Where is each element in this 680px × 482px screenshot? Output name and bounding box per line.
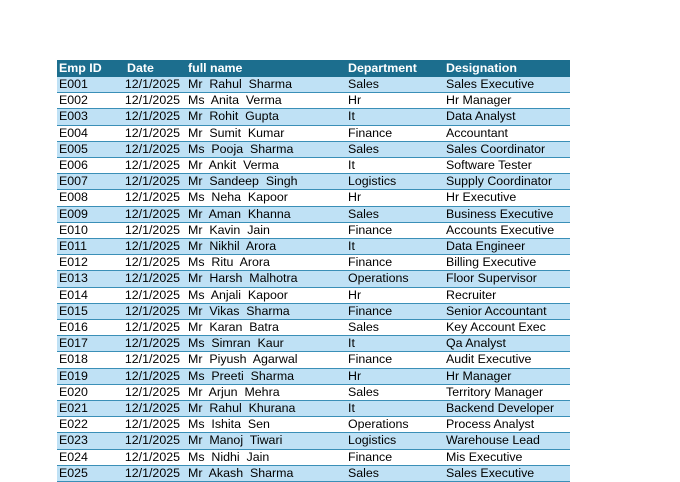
cell-date: 12/1/2025 <box>124 401 180 416</box>
table-row <box>57 239 570 255</box>
cell-designation: Key Account Exec <box>446 320 546 335</box>
cell-department: Operations <box>348 271 409 286</box>
cell-emp-id: E016 <box>59 320 88 335</box>
cell-department: It <box>348 158 355 173</box>
cell-date: 12/1/2025 <box>124 465 180 480</box>
cell-full-name: Ms Simran Kaur <box>188 336 284 351</box>
cell-date: 12/1/2025 <box>124 93 180 108</box>
table-row <box>57 433 570 449</box>
cell-full-name: Mr Rohit Gupta <box>188 109 279 124</box>
cell-date: 12/1/2025 <box>124 368 180 383</box>
cell-emp-id: E007 <box>59 174 88 189</box>
cell-designation: Data Analyst <box>446 109 516 124</box>
cell-full-name: Mr Sandeep Singh <box>188 174 298 189</box>
cell-full-name: Mr Kavin Jain <box>188 222 270 237</box>
cell-designation: Territory Manager <box>446 384 544 399</box>
table-row <box>57 336 570 352</box>
cell-designation: Warehouse Lead <box>446 433 540 448</box>
cell-designation: Mis Executive <box>446 449 523 464</box>
table-row <box>57 303 570 319</box>
cell-emp-id: E021 <box>59 401 88 416</box>
cell-designation: Software Tester <box>446 158 532 173</box>
table-row <box>57 174 570 190</box>
employee-table <box>57 60 570 482</box>
cell-department: Finance <box>348 303 393 318</box>
cell-full-name: Mr Piyush Agarwal <box>188 352 298 367</box>
cell-full-name: Mr Nikhil Arora <box>188 239 277 254</box>
cell-full-name: Mr Harsh Malhotra <box>188 271 298 286</box>
table-header <box>57 60 570 77</box>
cell-date: 12/1/2025 <box>124 174 180 189</box>
cell-emp-id: E010 <box>59 222 88 237</box>
cell-department: Hr <box>348 190 362 205</box>
cell-designation: Sales Executive <box>446 77 535 91</box>
cell-emp-id: E017 <box>59 336 88 351</box>
cell-department: Operations <box>348 417 409 432</box>
cell-department: It <box>348 336 355 351</box>
cell-full-name: Ms Pooja Sharma <box>188 141 294 156</box>
header-row <box>57 60 570 77</box>
cell-department: Sales <box>348 77 379 91</box>
cell-date: 12/1/2025 <box>124 287 180 302</box>
table-row <box>57 141 570 157</box>
cell-department: Sales <box>348 320 379 335</box>
table-row <box>57 271 570 287</box>
cell-full-name: Ms Anita Verma <box>188 93 282 108</box>
cell-designation: Backend Developer <box>446 401 555 416</box>
cell-emp-id: E012 <box>59 255 88 270</box>
cell-emp-id: E006 <box>59 158 88 173</box>
cell-full-name: Mr Rahul Sharma <box>188 77 292 91</box>
cell-emp-id: E018 <box>59 352 88 367</box>
cell-department: It <box>348 239 355 254</box>
cell-department: Logistics <box>348 174 397 189</box>
cell-department: Sales <box>348 206 379 221</box>
cell-date: 12/1/2025 <box>124 109 180 124</box>
cell-date: 12/1/2025 <box>124 125 180 140</box>
cell-department: Finance <box>348 125 393 140</box>
cell-date: 12/1/2025 <box>124 303 180 318</box>
header-date: Date <box>123 60 186 77</box>
cell-emp-id: E020 <box>59 384 88 399</box>
cell-designation: Floor Supervisor <box>446 271 537 286</box>
cell-department: Hr <box>348 93 362 108</box>
table-row <box>57 320 570 336</box>
cell-department: It <box>348 109 355 124</box>
cell-emp-id: E019 <box>59 368 88 383</box>
cell-department: Sales <box>348 384 379 399</box>
cell-designation: Data Engineer <box>446 239 526 254</box>
cell-designation: Process Analyst <box>446 417 535 432</box>
cell-date: 12/1/2025 <box>124 449 180 464</box>
table-row <box>57 417 570 433</box>
table-row <box>57 77 570 93</box>
cell-full-name: Ms Ishita Sen <box>188 417 270 432</box>
cell-designation: Hr Manager <box>446 93 512 108</box>
cell-emp-id: E025 <box>59 465 88 480</box>
cell-department: Finance <box>348 255 393 270</box>
cell-department: Finance <box>348 222 393 237</box>
cell-full-name: Mr Arjun Mehra <box>188 384 280 399</box>
table-row <box>57 449 570 465</box>
table-row <box>57 93 570 109</box>
cell-emp-id: E002 <box>59 93 88 108</box>
cell-full-name: Mr Karan Batra <box>188 320 279 335</box>
table-row <box>57 190 570 206</box>
table-row <box>57 287 570 303</box>
cell-emp-id: E001 <box>59 77 88 91</box>
cell-date: 12/1/2025 <box>124 77 180 91</box>
cell-emp-id: E011 <box>59 239 88 254</box>
cell-department: Hr <box>348 287 362 302</box>
cell-emp-id: E005 <box>59 141 88 156</box>
cell-date: 12/1/2025 <box>124 158 180 173</box>
header-emp-id: Emp ID <box>57 60 123 77</box>
cell-full-name: Mr Aman Khanna <box>188 206 291 221</box>
cell-full-name: Mr Sumit Kumar <box>188 125 285 140</box>
cell-designation: Audit Executive <box>446 352 532 367</box>
cell-designation: Sales Coordinator <box>446 141 546 156</box>
cell-date: 12/1/2025 <box>124 190 180 205</box>
cell-date: 12/1/2025 <box>124 352 180 367</box>
cell-date: 12/1/2025 <box>124 222 180 237</box>
cell-date: 12/1/2025 <box>124 206 180 221</box>
cell-department: Hr <box>348 368 362 383</box>
cell-department: Finance <box>348 449 393 464</box>
cell-department: Logistics <box>348 433 397 448</box>
cell-date: 12/1/2025 <box>124 141 180 156</box>
table-row <box>57 384 570 400</box>
cell-date: 12/1/2025 <box>124 417 180 432</box>
cell-designation: Billing Executive <box>446 255 537 270</box>
cell-full-name: Mr Ankit Verma <box>188 158 279 173</box>
cell-designation: Accountant <box>446 125 508 140</box>
cell-designation: Hr Manager <box>446 368 512 383</box>
table-row <box>57 465 570 481</box>
table-row <box>57 368 570 384</box>
cell-date: 12/1/2025 <box>124 271 180 286</box>
table-row <box>57 255 570 271</box>
table-row <box>57 125 570 141</box>
cell-date: 12/1/2025 <box>124 320 180 335</box>
cell-department: Sales <box>348 465 379 480</box>
cell-full-name: Ms Nidhi Jain <box>188 449 270 464</box>
cell-emp-id: E008 <box>59 190 88 205</box>
cell-designation: Senior Accountant <box>446 303 547 318</box>
cell-date: 12/1/2025 <box>124 433 180 448</box>
cell-designation: Recruiter <box>446 287 497 302</box>
cell-full-name: Mr Rahul Khurana <box>188 401 296 416</box>
cell-full-name: Mr Akash Sharma <box>188 465 294 480</box>
cell-emp-id: E023 <box>59 433 88 448</box>
cell-full-name: Ms Anjali Kapoor <box>188 287 288 302</box>
header-full-name: full name <box>186 60 346 77</box>
cell-date: 12/1/2025 <box>124 255 180 270</box>
cell-designation: Sales Executive <box>446 465 535 480</box>
table-row <box>57 109 570 125</box>
cell-full-name: Ms Neha Kapoor <box>188 190 288 205</box>
cell-designation: Supply Coordinator <box>446 174 553 189</box>
header-designation: Designation <box>444 60 570 77</box>
cell-department: Sales <box>348 141 379 156</box>
table-row <box>57 206 570 222</box>
cell-emp-id: E013 <box>59 271 88 286</box>
cell-date: 12/1/2025 <box>124 384 180 399</box>
cell-emp-id: E014 <box>59 287 88 302</box>
cell-full-name: Ms Preeti Sharma <box>188 368 295 383</box>
cell-full-name: Ms Ritu Arora <box>188 255 270 270</box>
cell-department: It <box>348 401 355 416</box>
cell-emp-id: E003 <box>59 109 88 124</box>
cell-full-name: Mr Manoj Tiwari <box>188 433 283 448</box>
cell-emp-id: E015 <box>59 303 88 318</box>
cell-emp-id: E024 <box>59 449 88 464</box>
cell-designation: Qa Analyst <box>446 336 506 351</box>
table-body <box>57 77 570 482</box>
cell-emp-id: E022 <box>59 417 88 432</box>
cell-date: 12/1/2025 <box>124 239 180 254</box>
table-row <box>57 222 570 238</box>
table-row <box>57 352 570 368</box>
cell-full-name: Mr Vikas Sharma <box>188 303 290 318</box>
cell-department: Finance <box>348 352 393 367</box>
cell-designation: Hr Executive <box>446 190 517 205</box>
header-department: Department <box>346 60 444 77</box>
cell-emp-id: E009 <box>59 206 88 221</box>
cell-designation: Accounts Executive <box>446 222 555 237</box>
cell-designation: Business Executive <box>446 206 554 221</box>
cell-emp-id: E004 <box>59 125 88 140</box>
table-row <box>57 158 570 174</box>
table-row <box>57 401 570 417</box>
cell-date: 12/1/2025 <box>124 336 180 351</box>
